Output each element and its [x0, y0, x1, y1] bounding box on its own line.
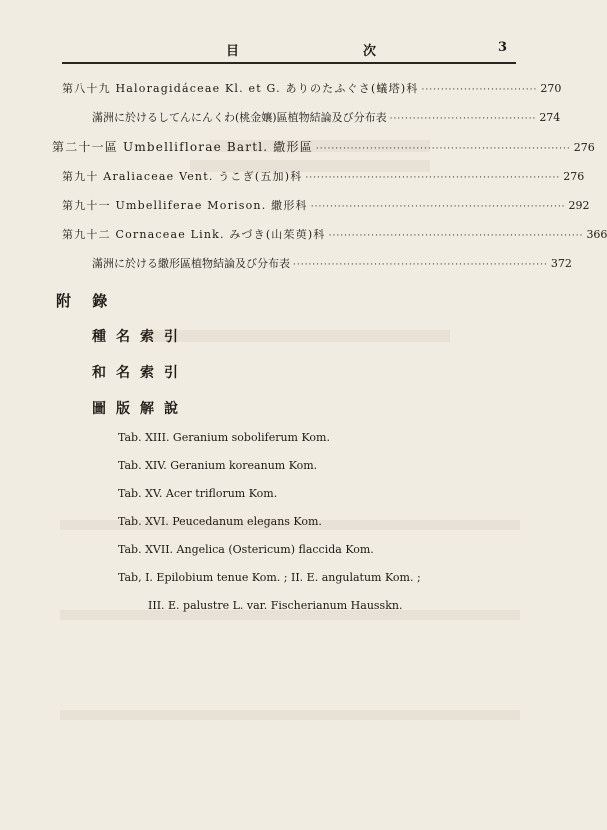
toc-leader: ······································ [389, 114, 537, 124]
toc-title: 第九十一 Umbelliferae Morison. 繖形科 [62, 199, 308, 212]
toc-entry [92, 109, 561, 125]
toc-page: 372 [550, 257, 572, 270]
toc-leader: ······························ [421, 85, 538, 95]
toc-page: 274 [539, 111, 561, 124]
bleed-through [60, 710, 520, 720]
toc-title: 第二十一區 Umbelliflorae Bartl. 繖形區 [52, 140, 313, 154]
toc-entry [62, 80, 562, 96]
toc-entry [62, 197, 590, 213]
plate-entry: III. E. palustre L. var. Fischerianum Hausskn. [148, 599, 403, 612]
toc-entry [52, 138, 595, 155]
toc-leader: ·································································· [315, 144, 571, 154]
toc-page: 270 [540, 82, 562, 95]
toc-leader: ·································································· [293, 260, 548, 270]
header-char-1: 目 [226, 44, 240, 59]
plate-entry: Tab. XIII. Geranium soboliferum Kom. [118, 431, 330, 444]
toc-page: 276 [563, 170, 585, 183]
header-rule [62, 62, 516, 64]
toc-title: 第九十二 Cornaceae Link. みづき(山茱萸)科 [62, 228, 326, 241]
toc-title: 滿洲に於けるしてんにんくわ(桃金孃)區植物結論及び分布表 [92, 111, 387, 124]
toc-leader: ·································································· [328, 231, 584, 241]
toc-leader: ·································································· [310, 202, 566, 212]
index-japanese-names: 和名索引 [92, 365, 188, 381]
appendix-heading: 附 錄 [56, 292, 116, 310]
plate-entry: Tab. XVII. Angelica (Ostericum) flaccida Kom. [118, 543, 374, 556]
plate-entry: Tab. XV. Acer triflorum Kom. [118, 487, 278, 500]
bleed-through [150, 330, 450, 342]
plate-entry: Tab, I. Epilobium tenue Kom. ; II. E. angulatum Kom. ; [118, 571, 421, 584]
index-plate-explanations: 圖版解說 [92, 401, 188, 417]
toc-page: 366 [586, 228, 607, 241]
toc-entry [62, 226, 607, 242]
running-header-title [226, 40, 376, 59]
page-number: 3 [498, 40, 508, 55]
toc-page: 276 [573, 141, 595, 154]
toc-title: 第八十九 Haloragidáceae Kl. et G. ありのたふぐさ(蟻塔)科 [62, 82, 419, 95]
toc-page: 292 [568, 199, 590, 212]
toc-title: 第九十 Araliaceae Vent. うこぎ(五加)科 [62, 170, 303, 183]
index-species-names: 種名索引 [92, 329, 188, 345]
plate-entry: Tab. XIV. Geranium koreanum Kom. [118, 459, 318, 472]
toc-entry [92, 255, 572, 271]
toc-leader: ·································································· [305, 173, 561, 183]
toc-title: 滿洲に於ける繖形區植物結論及び分布表 [92, 257, 290, 270]
plate-entry: Tab. XVI. Peucedanum elegans Kom. [118, 515, 322, 528]
header-char-2: 次 [362, 44, 376, 59]
toc-entry [62, 168, 585, 184]
